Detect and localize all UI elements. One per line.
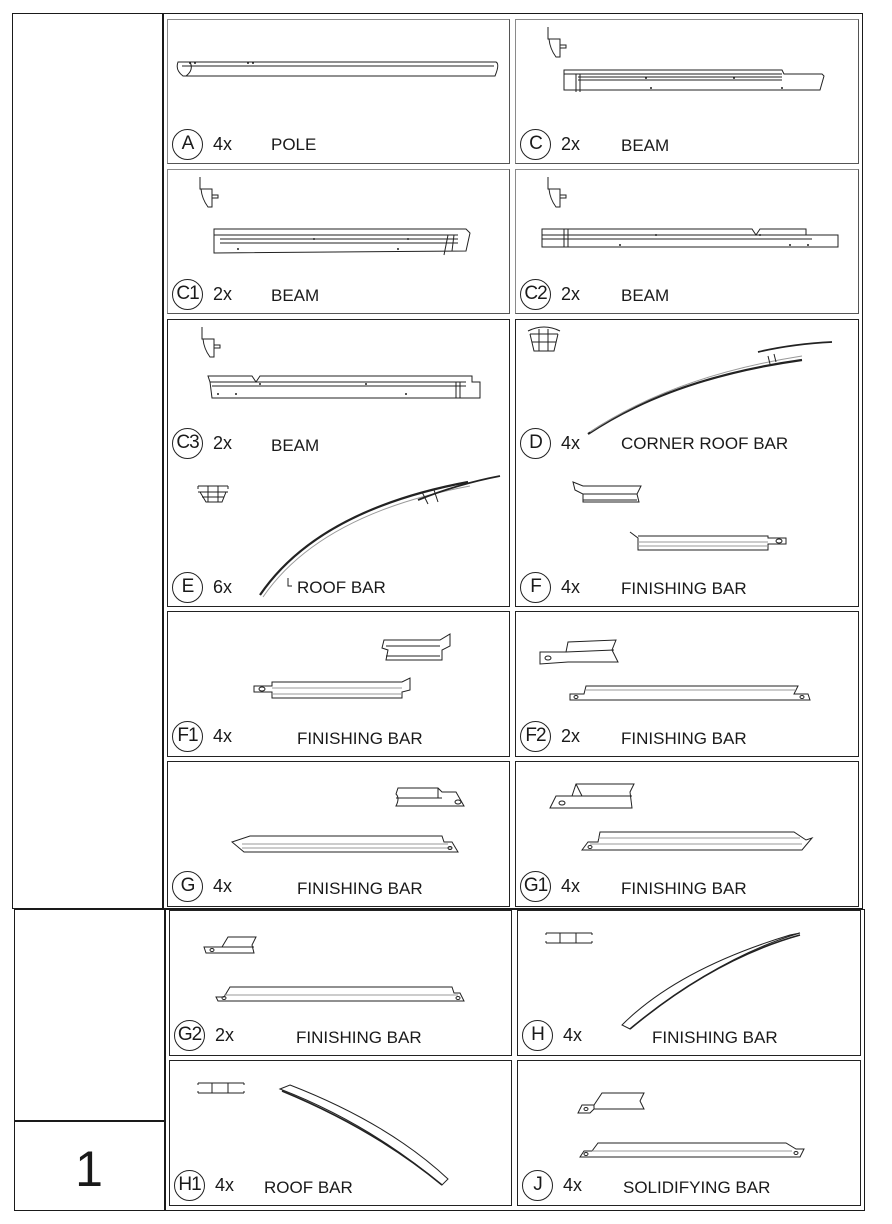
beam-drawing bbox=[204, 372, 489, 402]
h-profile-icon bbox=[544, 931, 594, 947]
page-number-divider bbox=[14, 1120, 165, 1122]
part-name: FINISHING BAR bbox=[652, 1028, 778, 1047]
part-label-J bbox=[522, 1168, 582, 1202]
finishing-bar-end-detail bbox=[576, 1091, 648, 1117]
part-label-G2 bbox=[174, 1018, 234, 1052]
part-id-badge: F2 bbox=[520, 721, 551, 752]
upper-column-divider bbox=[162, 13, 164, 909]
finishing-bar-drawing bbox=[214, 985, 474, 1005]
part-name: FINISHING BAR bbox=[621, 579, 747, 598]
part-name: ROOF BAR bbox=[264, 1178, 353, 1197]
part-quantity: 4x bbox=[213, 725, 233, 746]
part-cell-G1 bbox=[515, 761, 859, 907]
part-label-E bbox=[172, 570, 232, 604]
h-profile-icon bbox=[196, 1081, 246, 1097]
finishing-bar-drawing bbox=[252, 678, 422, 702]
part-name: FINISHING BAR bbox=[621, 729, 747, 748]
finishing-bar-drawing bbox=[580, 828, 820, 858]
part-id-badge: A bbox=[172, 129, 203, 160]
left-margin-upper bbox=[14, 15, 161, 907]
part-label-C3 bbox=[172, 426, 232, 460]
part-id-badge: G2 bbox=[174, 1020, 205, 1051]
beam-drawing bbox=[538, 225, 848, 255]
part-quantity: 4x bbox=[213, 875, 233, 896]
part-name: BEAM bbox=[271, 436, 320, 455]
part-id-badge: F bbox=[520, 572, 551, 603]
beam-profile-icon bbox=[198, 175, 228, 210]
part-name: SOLIDIFYING BAR bbox=[623, 1178, 771, 1197]
part-label-F2 bbox=[520, 719, 580, 753]
beam-drawing bbox=[556, 68, 846, 98]
part-cell-C3-E bbox=[167, 319, 510, 607]
finishing-bar-drawing bbox=[618, 929, 808, 1039]
page-number: 1 bbox=[75, 1141, 103, 1197]
finishing-bar-drawing bbox=[628, 530, 798, 554]
part-id-badge: C2 bbox=[520, 279, 551, 310]
part-quantity: 4x bbox=[561, 875, 581, 896]
roof-bar-drawing bbox=[278, 1083, 458, 1193]
finishing-bar-drawing bbox=[230, 834, 470, 864]
part-cell-H1 bbox=[169, 1060, 512, 1206]
corner-roof-bar-drawing bbox=[582, 328, 842, 438]
part-cell-C1 bbox=[167, 169, 510, 314]
part-name: ROOF BAR bbox=[297, 578, 386, 597]
part-id-badge: D bbox=[520, 428, 551, 459]
part-quantity: 2x bbox=[561, 725, 581, 746]
part-label-F1 bbox=[172, 719, 232, 753]
part-cell-D-F bbox=[515, 319, 859, 607]
corner-roof-bar-profile-icon bbox=[526, 325, 562, 355]
part-label-A bbox=[172, 127, 232, 161]
part-cell-C bbox=[515, 19, 859, 164]
part-quantity: 2x bbox=[213, 283, 233, 304]
part-cell-A bbox=[167, 19, 510, 164]
solidifying-bar-drawing bbox=[578, 1141, 818, 1163]
finishing-bar-end-detail bbox=[548, 782, 638, 818]
part-name: FINISHING BAR bbox=[297, 729, 423, 748]
finishing-bar-end-detail bbox=[538, 636, 628, 670]
part-cell-C2 bbox=[515, 169, 859, 314]
part-quantity: 2x bbox=[561, 283, 581, 304]
part-id-badge: F1 bbox=[172, 721, 203, 752]
beam-profile-icon bbox=[546, 25, 576, 60]
lower-column-divider bbox=[164, 909, 166, 1211]
part-id-badge: G bbox=[172, 871, 203, 902]
part-id-badge: G1 bbox=[520, 871, 551, 902]
part-id-badge: H1 bbox=[174, 1170, 205, 1201]
finishing-bar-drawing bbox=[568, 684, 818, 704]
part-id-badge: J bbox=[522, 1170, 553, 1201]
part-label-H1 bbox=[174, 1168, 234, 1202]
part-label-D bbox=[520, 426, 580, 460]
part-name: BEAM bbox=[621, 136, 670, 155]
part-quantity: 4x bbox=[215, 1174, 235, 1195]
part-cell-H bbox=[517, 910, 861, 1056]
part-name: BEAM bbox=[271, 286, 320, 305]
part-id-badge: H bbox=[522, 1020, 553, 1051]
part-quantity: 2x bbox=[561, 133, 581, 154]
part-name: FINISHING BAR bbox=[296, 1028, 422, 1047]
part-label-C1 bbox=[172, 277, 232, 311]
part-quantity: 2x bbox=[213, 432, 233, 453]
part-cell-J bbox=[517, 1060, 861, 1206]
finishing-bar-end-detail bbox=[378, 632, 458, 662]
part-quantity: 6x bbox=[213, 576, 233, 597]
part-id-badge: C3 bbox=[172, 428, 203, 459]
part-quantity: 4x bbox=[213, 133, 233, 154]
part-name: BEAM bbox=[621, 286, 670, 305]
part-quantity: 4x bbox=[561, 432, 581, 453]
part-label-G bbox=[172, 869, 232, 903]
part-id-badge: C bbox=[520, 129, 551, 160]
part-cell-F2 bbox=[515, 611, 859, 757]
part-label-F bbox=[520, 570, 580, 604]
beam-profile-icon bbox=[200, 325, 230, 360]
part-quantity: 4x bbox=[563, 1024, 583, 1045]
part-label-H bbox=[522, 1018, 582, 1052]
part-name: CORNER ROOF BAR bbox=[621, 434, 789, 453]
part-label-C bbox=[520, 127, 580, 161]
part-quantity: 4x bbox=[561, 576, 581, 597]
roof-bar-profile-icon bbox=[196, 484, 230, 506]
part-id-badge: C1 bbox=[172, 279, 203, 310]
part-label-C2 bbox=[520, 277, 580, 311]
finishing-bar-end-detail bbox=[571, 480, 651, 510]
beam-drawing bbox=[208, 225, 478, 260]
finishing-bar-end-detail bbox=[202, 933, 262, 959]
part-quantity: 4x bbox=[563, 1174, 583, 1195]
part-cell-G bbox=[167, 761, 510, 907]
part-name: FINISHING BAR bbox=[621, 879, 747, 898]
part-label-G1 bbox=[520, 869, 580, 903]
part-cell-G2 bbox=[169, 910, 512, 1056]
part-cell-F1 bbox=[167, 611, 510, 757]
part-name: POLE bbox=[271, 135, 317, 154]
finishing-bar-end-detail bbox=[392, 784, 472, 814]
part-quantity: 2x bbox=[215, 1024, 235, 1045]
part-name: FINISHING BAR bbox=[297, 879, 423, 898]
beam-profile-icon bbox=[546, 175, 576, 210]
part-id-badge: E bbox=[172, 572, 203, 603]
